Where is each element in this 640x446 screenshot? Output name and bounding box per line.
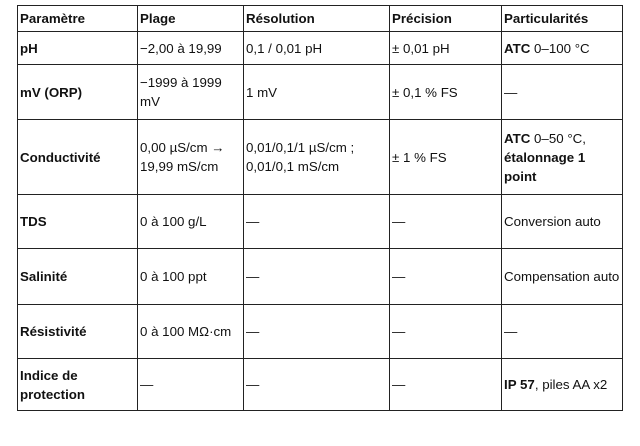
accuracy-cell: ± 0,1 % FS (390, 65, 502, 120)
header-plage: Plage (138, 6, 244, 32)
param-cell: Salinité (18, 249, 138, 305)
resolution-cell: — (244, 359, 390, 411)
table-row (18, 120, 623, 195)
accuracy-cell: — (390, 195, 502, 249)
features-cell (502, 32, 623, 65)
resolution-cell: — (244, 249, 390, 305)
param-cell: Conductivité (18, 120, 138, 195)
features-text: — (504, 84, 518, 100)
resolution-cell: 0,01/0,1/1 µS/cm ; 0,01/0,1 mS/cm (244, 120, 390, 195)
header-precision: Précision (390, 6, 502, 32)
range-cell: — (138, 359, 244, 411)
accuracy-cell: ± 0,01 pH (390, 32, 502, 65)
table-row (18, 305, 623, 359)
features-bold-2: étalonnage 1 point (504, 149, 586, 184)
features-text: , piles AA x2 (534, 377, 608, 392)
table-row (18, 65, 623, 120)
features-bold: IP 57 (504, 377, 535, 392)
table-row (18, 32, 623, 65)
header-resolution: Résolution (244, 6, 390, 32)
header-parametre: Paramètre (18, 6, 138, 32)
accuracy-cell: — (390, 249, 502, 305)
resolution-cell: 0,1 / 0,01 pH (244, 32, 390, 65)
features-text: Conversion auto (504, 214, 601, 229)
features-text: 0–100 °C (530, 40, 590, 56)
range-cell: 0 à 100 ppt (138, 249, 244, 305)
table-row (18, 195, 623, 249)
features-cell (502, 359, 623, 411)
spec-table (17, 5, 623, 411)
param-cell: Indice de protection (18, 359, 138, 411)
features-cell (502, 120, 623, 195)
param-cell: pH (18, 32, 138, 65)
param-cell: mV (ORP) (18, 65, 138, 120)
accuracy-cell: ± 1 % FS (390, 120, 502, 195)
accuracy-cell: — (390, 305, 502, 359)
table-row (18, 359, 623, 411)
features-bold: ATC (504, 130, 531, 146)
header-particularites: Particularités (502, 6, 623, 32)
param-cell: Résistivité (18, 305, 138, 359)
header-row (18, 6, 623, 32)
features-text: 0–50 °C, (530, 130, 586, 146)
features-cell (502, 249, 623, 305)
range-cell: 0 à 100 g/L (138, 195, 244, 249)
range-cell: −2,00 à 19,99 (138, 32, 244, 65)
features-cell (502, 305, 623, 359)
param-cell: TDS (18, 195, 138, 249)
features-bold: ATC (504, 40, 531, 56)
features-cell (502, 195, 623, 249)
resolution-cell: — (244, 195, 390, 249)
table-row (18, 249, 623, 305)
features-text: Compensation auto (504, 269, 620, 284)
range-cell: −1999 à 1999 mV (138, 65, 244, 120)
resolution-cell: — (244, 305, 390, 359)
range-cell: 0 à 100 MΩ·cm (138, 305, 244, 359)
resolution-cell: 1 mV (244, 65, 390, 120)
range-cell: 0,00 µS/cm → 19,99 mS/cm (138, 120, 244, 195)
accuracy-cell: — (390, 359, 502, 411)
features-cell (502, 65, 623, 120)
features-text: — (504, 324, 518, 339)
